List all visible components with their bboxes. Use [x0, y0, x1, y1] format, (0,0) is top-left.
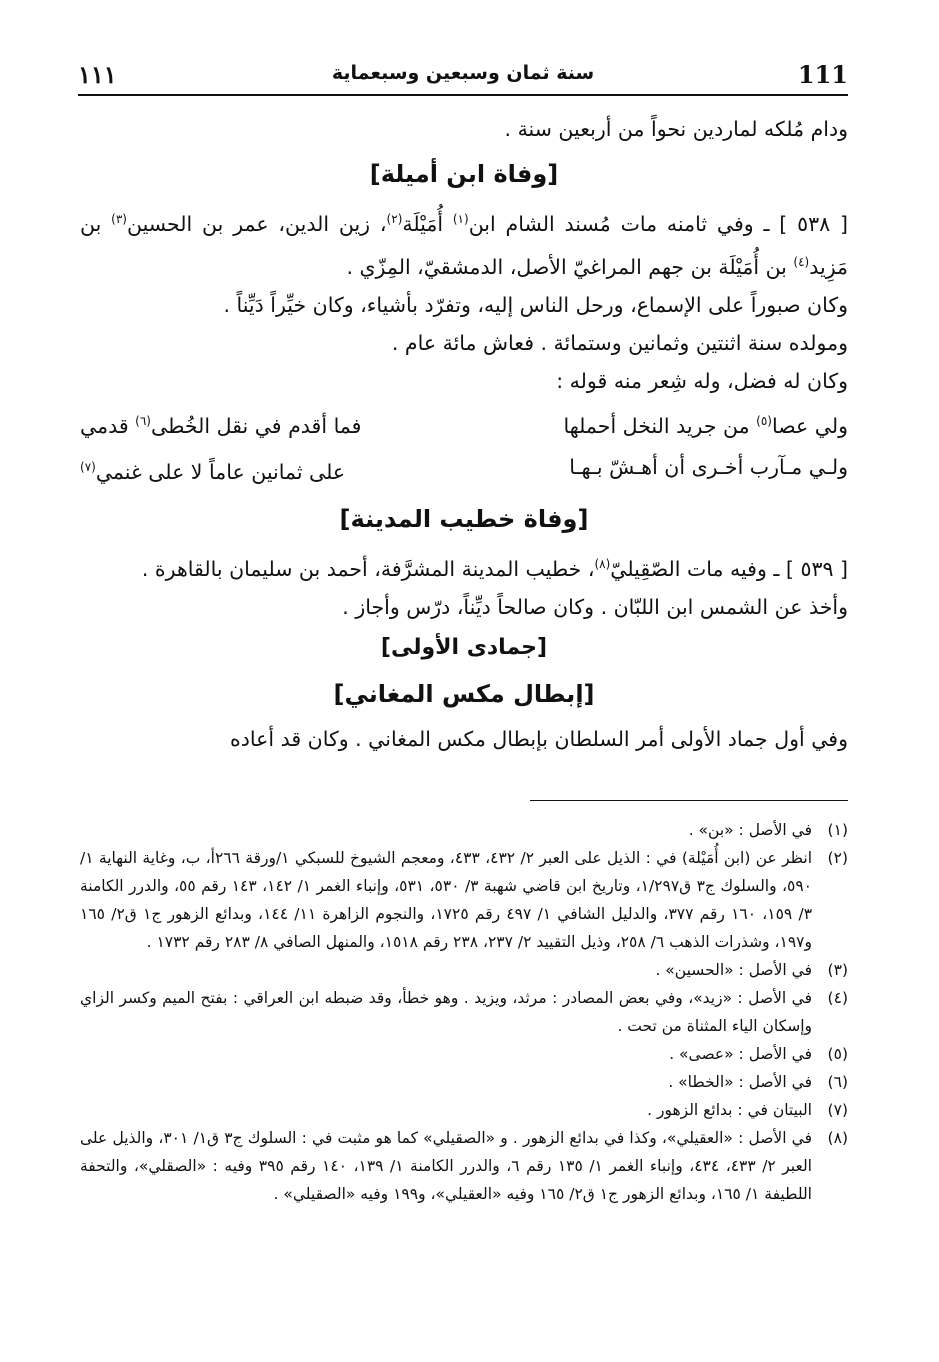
footnote-number: (٦) [827, 1073, 848, 1091]
footnote-text: في الأصل : «الخطا» . [668, 1073, 812, 1091]
entry-text: بن أُمَيْلَة بن جهم المراغيّ الأصل، الدمشقيّ، المِزّي . [346, 254, 794, 279]
section-heading: [وفاة خطيب المدينة] [339, 505, 589, 534]
entry-538 [80, 200, 848, 286]
footnote [80, 1096, 848, 1124]
running-title: سنة ثمان وسبعين وسبعماية [331, 62, 595, 84]
footnote [80, 1068, 848, 1096]
footnote-number: (٥) [827, 1045, 848, 1063]
verse-hemistich-right: ولـي مـآرب أخـرى أن أهـشّ بـهـا [569, 455, 848, 480]
footnote-text: في الأصل : «عصى» . [669, 1045, 812, 1063]
paragraph: وأخذ عن الشمس ابن اللبّان . وكان صالحاً ديِّناً، درّس وأجاز . [342, 595, 848, 620]
verse-text: من جريد النخل أحملها [563, 413, 757, 438]
footnote-text: في الأصل : «العقيلي»، وكذا في بدائع الزهور . و «الصقيلي» كما هو مثبت في : السلوك ج٣ ق١/ ٣٠١، والذيل على العبر ٢/ ٤٣٣، ٤٣٤، وإنباء الغمر ١/ ١٣٥ رقم ٦، والدرر الكامنة ١/ ١٣٩، ١٤٠ رقم ٣٩٥ وفيه : «الصقلي»، والتحفة اللطيفة ١/ ١٦٥، وبدائع الزهور ج١ ق٢/ ١٦٥ وفيه «العقيلي»، و١٩٩ وفيه «الصقيلي» . [80, 1129, 812, 1203]
header-rule [78, 94, 848, 96]
paragraph: وكان صبوراً على الإسماع، ورحل الناس إليه، وتفرّد بأشياء، وكان خيِّراً دَيِّناً . [223, 292, 848, 317]
footnote [80, 1124, 848, 1208]
text-line: ودام مُلكه لماردين نحواً من أربعين سنة . [504, 117, 848, 141]
verse-text: على ثمانين عاماً لا على غنمي [95, 460, 346, 485]
footnote-text: في الأصل : «الحسين» . [655, 961, 812, 979]
entry-text: أُمَيْلَة [402, 211, 453, 236]
verse-line [80, 400, 848, 447]
entry-text: ، خطيب المدينة المشرَّفة، أحمد بن سليمان بالقاهرة . [141, 557, 595, 582]
verse-text: قدمي [80, 413, 136, 438]
paragraph: وفي أول جماد الأولى أمر السلطان بإبطال مكس المغاني . وكان قد أعاده [230, 727, 848, 752]
section-heading: [جمادى الأولى] [380, 635, 548, 661]
section-heading: [وفاة ابن أميلة] [369, 160, 559, 188]
entry-text: [ ٥٣٨ ] ـ وفي ثامنه مات مُسند الشام ابن [468, 211, 849, 236]
footnote [80, 1040, 848, 1068]
entry-text: بن مَزِيد [80, 211, 848, 279]
footnote-ref: (٨) [594, 557, 611, 572]
footnote-number: (٤) [827, 989, 848, 1007]
paragraph: ومولده سنة اثنتين وثمانين وستمائة . فعاش مائة عام . [391, 330, 848, 355]
page-header [78, 56, 848, 92]
footnote-rule [530, 800, 848, 801]
main-text [80, 110, 848, 758]
footnote-number: (١) [827, 821, 848, 839]
footnote [80, 844, 848, 956]
footnote-text: في الأصل : «زيد»، وفي بعض المصادر : مرثد، ويزيد . وهو خطأ، وقد ضبطه ابن العراقي : بفتح الميم وكسر الزاي وإسكان الياء المثناة من تحت . [80, 989, 812, 1035]
footnote-ref: (٦) [135, 413, 151, 428]
section-heading: [إبطال مكس المغاني] [333, 680, 595, 709]
footnote-ref: (٢) [386, 212, 403, 226]
footnote [80, 956, 848, 984]
footnote [80, 984, 848, 1040]
footnote-number: (٨) [827, 1129, 848, 1147]
footnote-ref: (٣) [111, 212, 127, 226]
paragraph: وكان له فضل، وله شِعر منه قوله : [556, 368, 848, 393]
footnote-ref: (١) [452, 212, 469, 226]
page-number-latin: 111 [797, 60, 848, 89]
verse-hemistich-left [80, 446, 345, 493]
footnote-text: البيتان في : بدائع الزهور . [647, 1101, 812, 1119]
footnote-number: (٧) [827, 1101, 848, 1119]
footnotes [80, 816, 848, 1208]
footnote-ref: (٧) [80, 460, 96, 475]
footnote-number: (٣) [827, 961, 848, 979]
footnote-text: انظر عن (ابن أُمَيْلة) في : الذيل على العبر ٢/ ٤٣٢، ٤٣٣، ومعجم الشيوخ للسبكي ١/ورقة ٢٦٦أ، ب، وغاية النهاية ١/ ٥٩٠، والسلوك ج٣ ق١/٢٩٧، وتاريخ ابن قاضي شهبة ٣/ ٥٣٠، ٥٣١، وإنباء الغمر ١/ ١٤٢، ١٤٣ رقم ٥٥، والدرر الكامنة ٣/ ١٥٩، ١٦٠ رقم ٣٧٧، والدليل الشافي ١/ ٤٩٧ رقم ١٧٢٥، والنجوم الزاهرة ١١/ ١٤٤، وبدائع الزهور ج١ ق٢/ ١٦٥ و١٩٧، وشذرات الذهب ٦/ ٢٥٨، وذيل التقييد ٢/ ٢٣٧، ٢٣٨ رقم ١٥١٨، والمنهل الصافي ٨/ ٢٨٣ رقم ١٧٣٢ . [80, 849, 813, 951]
footnote-number: (٢) [827, 849, 848, 867]
entry-text: ، زين الدين، عمر بن الحسين [126, 211, 387, 236]
verse-hemistich-left [80, 400, 361, 447]
footnote-ref: (٤) [793, 254, 810, 269]
footnote-ref: (٥) [756, 413, 772, 428]
verse-hemistich-right [563, 400, 848, 447]
entry-text: [ ٥٣٩ ] ـ وفيه مات الصّقِيليّ [610, 557, 848, 582]
verse-line [80, 446, 848, 493]
footnote-text: في الأصل : «بن» . [688, 821, 812, 839]
verse-text: فما أقدم في نقل الخُطى [150, 413, 362, 438]
page-number-arabic: ١١١ [78, 60, 117, 89]
verse-text: ولي عصا [771, 413, 848, 438]
entry-539 [80, 545, 848, 588]
footnote [80, 816, 848, 844]
